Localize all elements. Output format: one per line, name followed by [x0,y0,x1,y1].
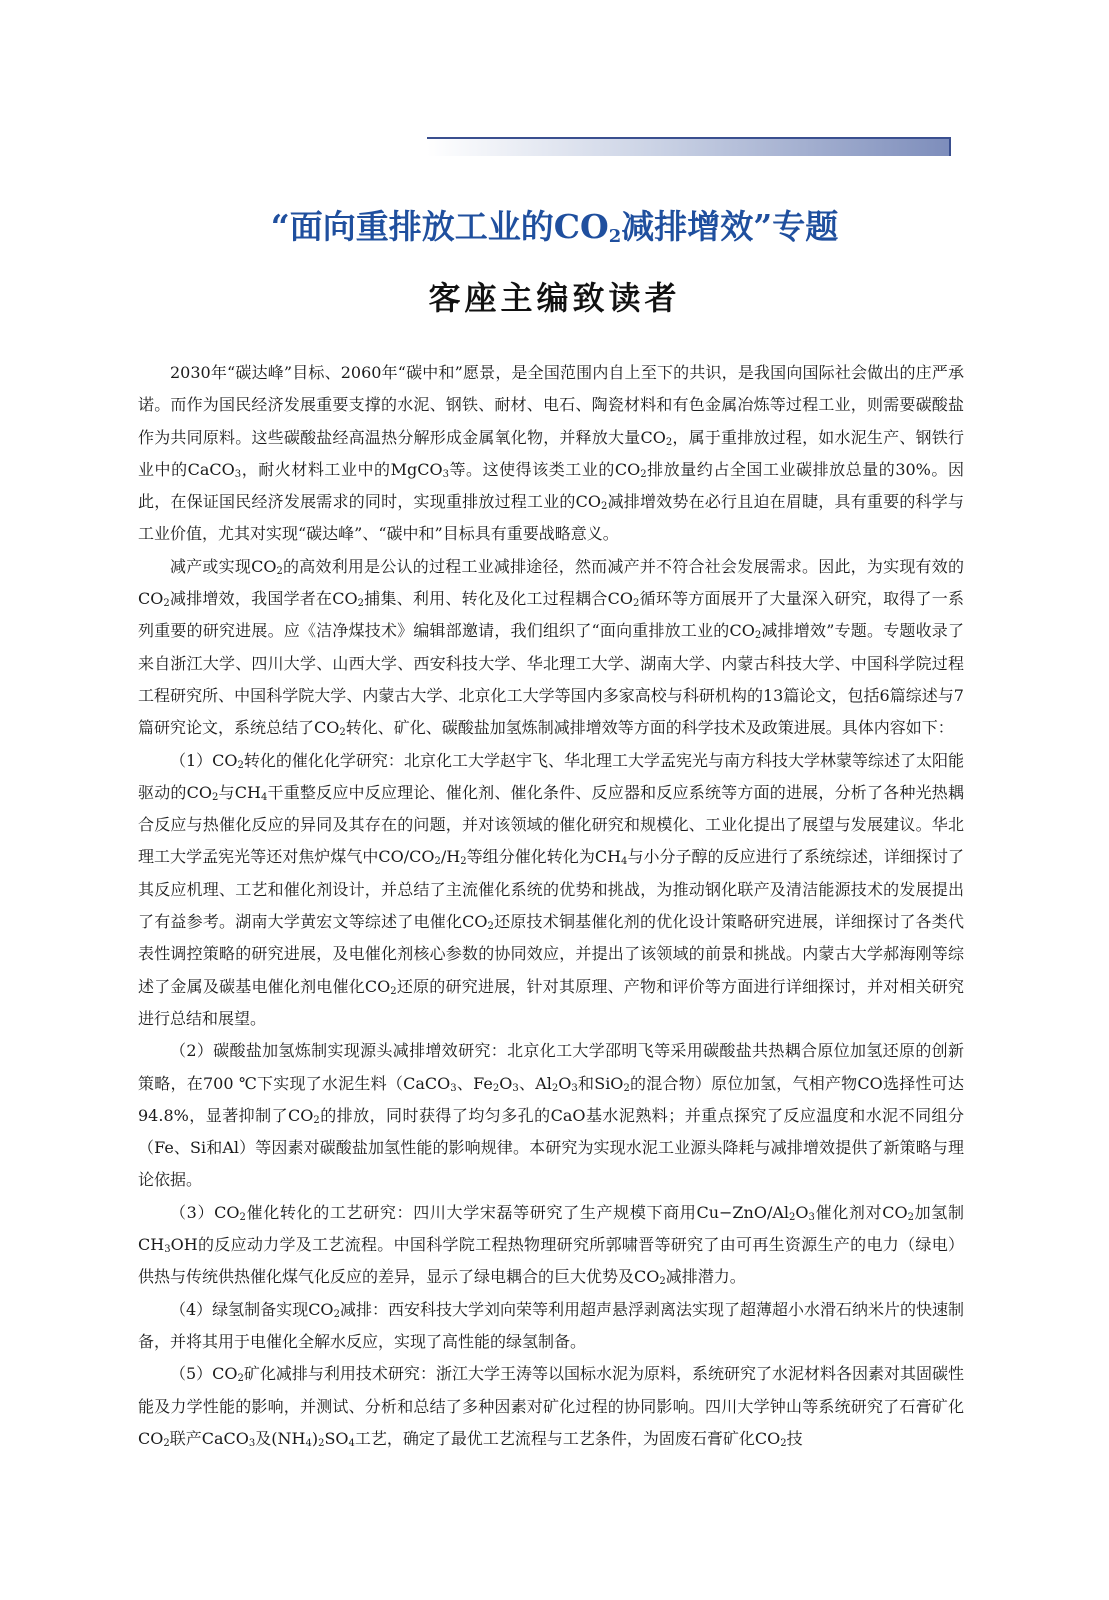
article-body [138,357,964,1455]
paragraph-7: $(5)CO_2$矿化减排与利用技术研究：浙江大学王涛等以国标水泥为原料，系统研究了水泥材料各因素对其固碳性能及力学性能的影响，并测试、分析和总结了多种因素对矿化过程的协同影响。四川大学钟山等系统研究了石膏矿化$CO_2$联产CaCO$_3$及$(NH_4)_2SO_4$工艺，确定了最优工艺流程与工艺条件，为固废石膏矿化$CO_2$技 [138,1364,964,1449]
paragraph-2: 减产或实现$CO_2$的高效利用是公认的过程工业减排途径，然而减产并不符合社会发展需求。因此，为实现有效的$CO_2$减排增效，我国学者在$CO_2$捕集、利用、转化及化工过程耦合$CO_2$循环等方面展开了大量深入研究，取得了一系列重要的研究进展。应《洁净煤技术》编辑部邀请，我们组织了“面向重排放工业的$CO_2$减排增效”专题。专题收录了来自浙江大学、四川大学、山西大学、西安科技大学、华北理工大学、湖南大学、内蒙古科技大学、中国科学院过程工程研究所、中国科学院大学、内蒙古大学、北京化工大学等国内多家高校与科研机构的13篇论文，包括6篇综述与7篇研究论文，系统总结了$CO_2$转化、矿化、碳酸盐加氢炼制减排增效等方面的科学技术及政策进展。具体内容如下： [138,556,964,739]
paragraph-6: （4）绿氢制备实现$CO_2$减排：西安科技大学刘向荣等利用超声悬浮剥离法实现了超薄超小水滑石纳米片的快速制备，并将其用于电催化全解水反应，实现了高性能的绿氢制备。 [138,1299,964,1351]
paragraph-4: （2）碳酸盐加氢炼制实现源头减排增效研究：北京化工大学邵明飞等采用碳酸盐共热耦合原位加氢还原的创新策略，在700 ℃下实现了水泥生料（CaCO$_3$、$Fe_2O_3$、$Al_2O_3$和SiO$_2$的混合物）原位加氢，气相产物CO选择性可达94.8%，显著抑制了$CO_2$的排放，同时获得了均匀多孔的CaO基水泥熟料；并重点探究了反应温度和水泥不同组分（Fe、Si和Al）等因素对碳酸盐加氢性能的影响规律。本研究为实现水泥工业源头降耗与减排增效提供了新策略与理论依据。 [138,1041,964,1190]
paragraph-5: $(3)CO_2$催化转化的工艺研究：四川大学宋磊等研究了生产规模下商用$Cu-ZnO/Al_2O_3$催化剂对$CO_2$加氢制$CH_3OH$的反应动力学及工艺流程。中国科学院工程热物理研究所郭啸晋等研究了由可再生资源生产的电力（绿电）供热与传统供热催化煤气化反应的差异，显示了绿电耦合的巨大优势及$CO_2$减排潜力。 [138,1202,964,1288]
page-title: “面向重排放工业的$CO_2$减排增效”专题 [270,207,839,247]
header-decor-bar [427,137,951,156]
paragraph-1: 2030年“碳达峰”目标、2060年“碳中和”愿景，是全国范围内自上至下的共识，是我国向国际社会做出的庄严承诺。而作为国民经济发展重要支撑的水泥、钢铁、耐材、电石、陶瓷材料和有色金属冶炼等过程工业，则需要碳酸盐作为共同原料。这些碳酸盐经高温热分解形成金属氧化物，并释放大量$CO_2$，属于重排放过程，如水泥生产、钢铁行业中的CaCO$_3$，耐火材料工业中的MgCO$_3$等。这使得该类工业的$CO_2$排放量约占全国工业碳排放总量的30%。因此，在保证国民经济发展需求的同时，实现重排放过程工业的$CO_2$减排增效势在必行且迫在眉睫，具有重要的科学与工业价值，尤其对实现“碳达峰”、“碳中和”目标具有重要战略意义。 [138,363,964,544]
paragraph-3: $(1)CO_2$转化的催化化学研究：北京化工大学赵宇飞、华北理工大学孟宪光与南方科技大学林蒙等综述了太阳能驱动的$CO_2$与$CH_4$干重整反应中反应理论、催化剂、催化条件、反应器和反应系统等方面的进展，分析了各种光热耦合反应与热催化反应的异同及其存在的问题，并对该领域的催化研究和规模化、工业化提出了展望与发展建议。华北理工大学孟宪光等还对焦炉煤气中$CO/CO_2/H_2$等组分催化转化为$CH_4$与小分子醇的反应进行了系统综述，详细探讨了其反应机理、工艺和催化剂设计，并总结了主流催化系统的优势和挑战，为推动钢化联产及清洁能源技术的发展提出了有益参考。湖南大学黄宏文等综述了电催化$CO_2$还原技术铜基催化剂的优化设计策略研究进展，详细探讨了各类代表性调控策略的研究进展，及电催化剂核心参数的协同效应，并提出了该领域的前景和挑战。内蒙古大学郝海刚等综述了金属及碳基电催化剂电催化$CO_2$还原的研究进展，针对其原理、产物和评价等方面进行详细探讨，并对相关研究进行总结和展望。 [138,750,964,1028]
page-subtitle: 客座主编致读者 [428,279,681,317]
